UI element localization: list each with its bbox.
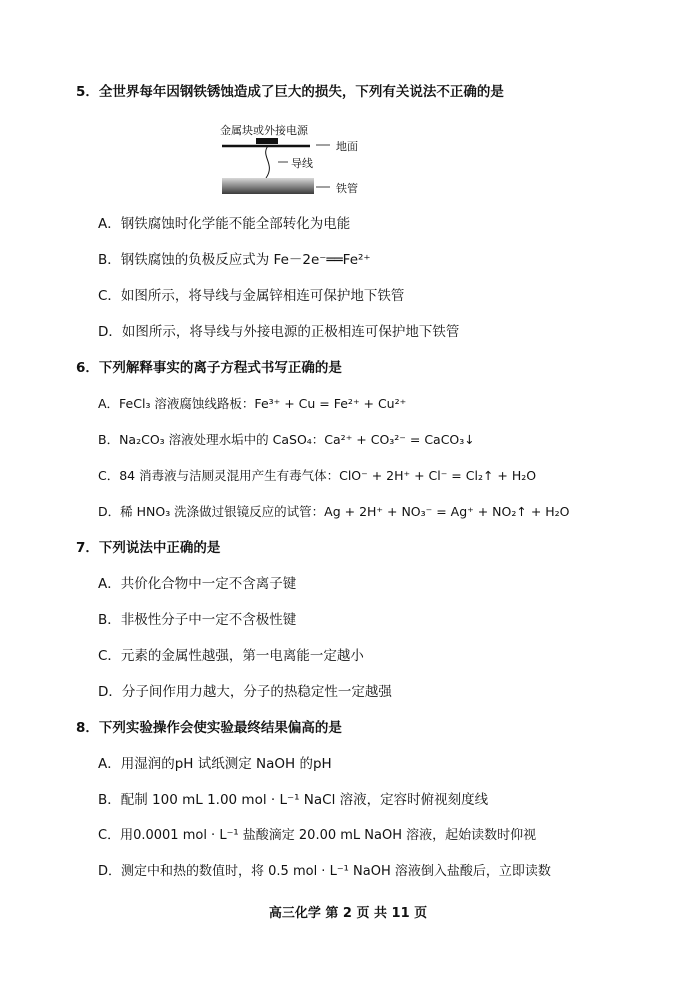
top-label: 金属块或外接电源	[220, 124, 308, 137]
question-8-stem: 8．下列实验操作会使实验最终结果偏高的是	[76, 720, 342, 736]
q5-option-c: C．如图所示，将导线与金属锌相连可保护地下铁管	[98, 288, 405, 304]
q7-option-a: A．共价化合物中一定不含离子键	[98, 576, 297, 592]
q8-option-a: A．用湿润的pH 试纸测定 NaOH 的pH	[98, 756, 332, 772]
q8-option-d: D．测定中和热的数值时，将 0.5 mol · L⁻¹ NaOH 溶液倒入盐酸后，立即读数	[98, 864, 551, 879]
pipe-label: 铁管	[336, 182, 358, 195]
q7-option-d: D．分子间作用力越大，分子的热稳定性一定越强	[98, 684, 392, 700]
q7-option-b: B．非极性分子中一定不含极性键	[98, 612, 297, 628]
question-7-stem: 7．下列说法中正确的是	[76, 540, 221, 556]
q7-option-c: C．元素的金属性越强，第一电离能一定越小	[98, 648, 364, 664]
q6-option-c: C．84 消毒液与洁厕灵混用产生有毒气体：ClO⁻ + 2H⁺ + Cl⁻ = Cl₂↑ + H₂O	[98, 468, 537, 483]
wire	[266, 146, 270, 178]
q5-option-b: B．钢铁腐蚀的负极反应式为 Fe－2e⁻══Fe²⁺	[98, 252, 371, 268]
page-footer: 高三化学 第 2 页 共 11 页	[268, 906, 428, 921]
q6-option-d: D．稀 HNO₃ 洗涤做过银镜反应的试管：Ag + 2H⁺ + NO₃⁻ = Ag⁺ + NO₂↑ + H₂O	[98, 504, 570, 519]
question-5-stem: 5．全世界每年因钢铁锈蚀造成了巨大的损失，下列有关说法不正确的是	[76, 84, 504, 100]
question-6-stem: 6．下列解释事实的离子方程式书写正确的是	[76, 360, 342, 376]
metal-block	[256, 138, 278, 144]
q5-option-a: A．钢铁腐蚀时化学能不能全部转化为电能	[98, 216, 351, 232]
wire-label: 导线	[291, 157, 313, 170]
q5-option-d: D．如图所示，将导线与外接电源的正极相连可保护地下铁管	[98, 324, 460, 340]
q6-option-a: A．FeCl₃ 溶液腐蚀线路板：Fe³⁺ + Cu = Fe²⁺ + Cu²⁺	[98, 396, 407, 411]
ground-label: 地面	[336, 140, 358, 153]
iron-pipe	[222, 178, 314, 194]
q6-option-b: B．Na₂CO₃ 溶液处理水垢中的 CaSO₄：Ca²⁺ + CO₃²⁻ = CaCO₃↓	[98, 432, 475, 447]
corrosion-protection-diagram	[218, 120, 378, 200]
q8-option-c: C．用0.0001 mol · L⁻¹ 盐酸滴定 20.00 mL NaOH 溶液，起始读数时仰视	[98, 828, 537, 843]
q8-option-b: B．配制 100 mL 1.00 mol · L⁻¹ NaCl 溶液，定容时俯视刻度线	[98, 792, 489, 808]
